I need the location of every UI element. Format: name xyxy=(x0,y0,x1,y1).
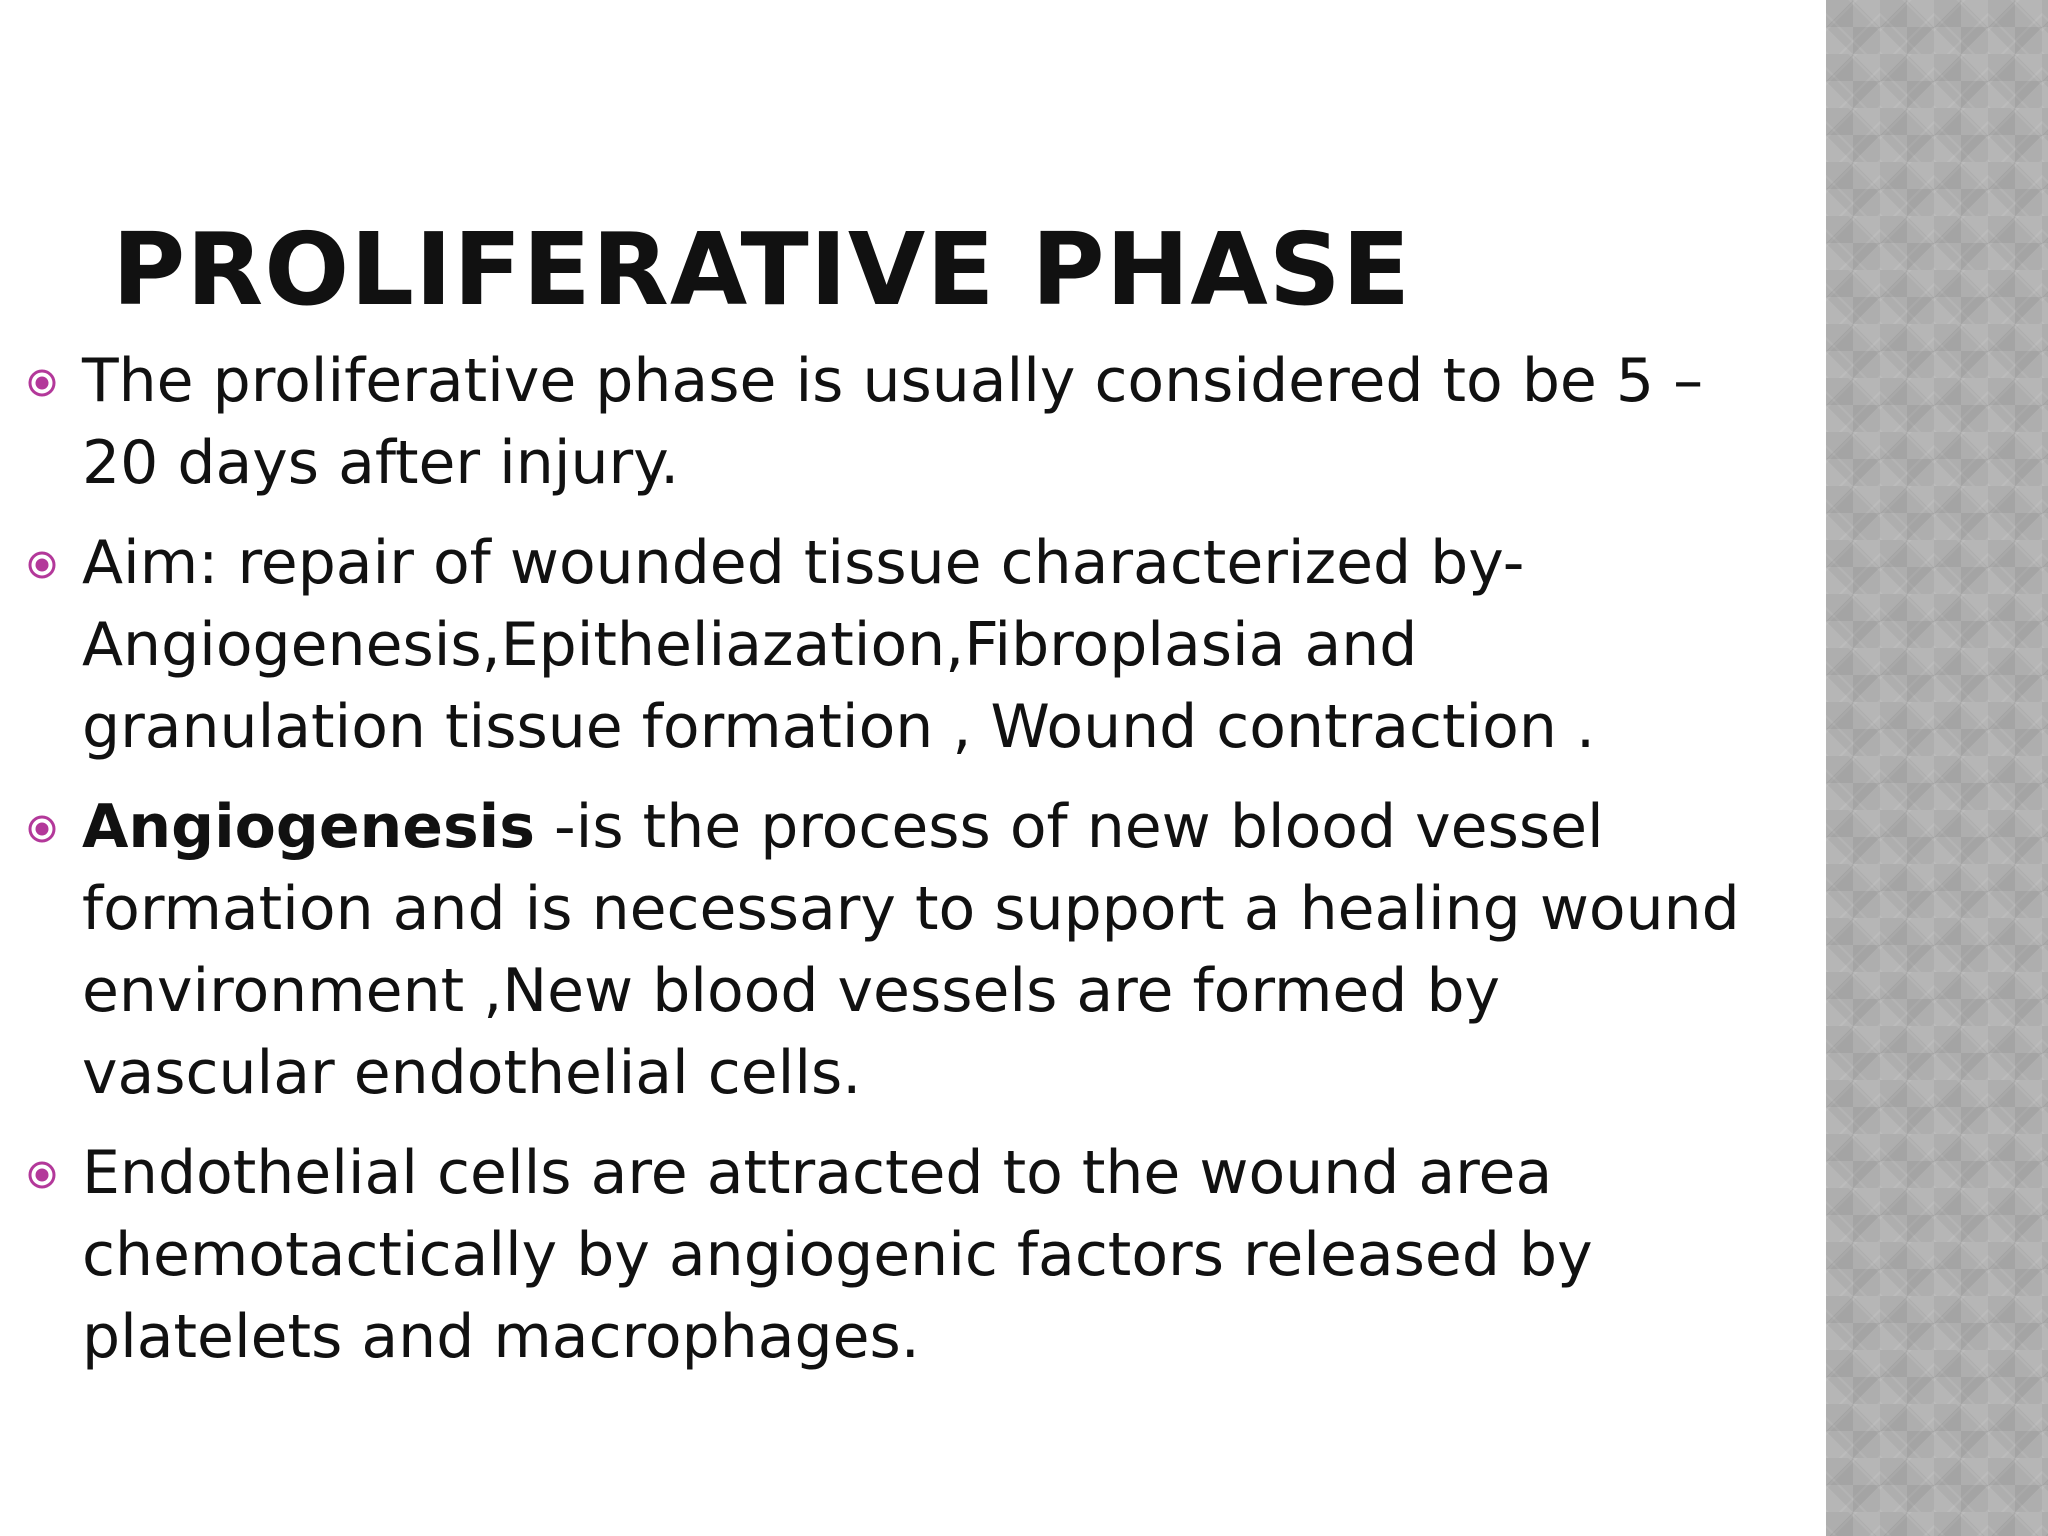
bold-term: Angiogenesis xyxy=(82,792,535,862)
bullet-item xyxy=(24,1132,1764,1378)
bullet-text: Endothelial cells are attracted to the wound area chemotactically by angiogenic factors released by platelets and macrophages. xyxy=(82,1138,1593,1372)
circle-bullet-icon xyxy=(24,522,82,604)
bullet-list xyxy=(24,340,1764,1378)
bullet-item xyxy=(24,786,1764,1114)
decorative-pattern-panel xyxy=(1826,0,2048,1536)
slide-title: PROLIFERATIVE PHASE xyxy=(112,211,1412,328)
bullet-item xyxy=(24,340,1764,504)
bullet-body: -is the process of new blood vessel formation and is necessary to support a healing wound environment ,New blood vessels are formed by vascular endothelial cells. xyxy=(82,792,1740,1108)
bullet-item xyxy=(24,522,1764,768)
bullet-text: The proliferative phase is usually considered to be 5 – 20 days after injury. xyxy=(82,346,1704,498)
circle-bullet-icon xyxy=(24,786,82,868)
circle-bullet-icon xyxy=(24,340,82,422)
bullet-text: Aim: repair of wounded tissue characterized by- Angiogenesis,Epitheliazation,Fibroplasia and granulation tissue formation , Wound contraction . xyxy=(82,528,1596,762)
circle-bullet-icon xyxy=(24,1132,82,1214)
bullet-text xyxy=(82,786,1764,1114)
